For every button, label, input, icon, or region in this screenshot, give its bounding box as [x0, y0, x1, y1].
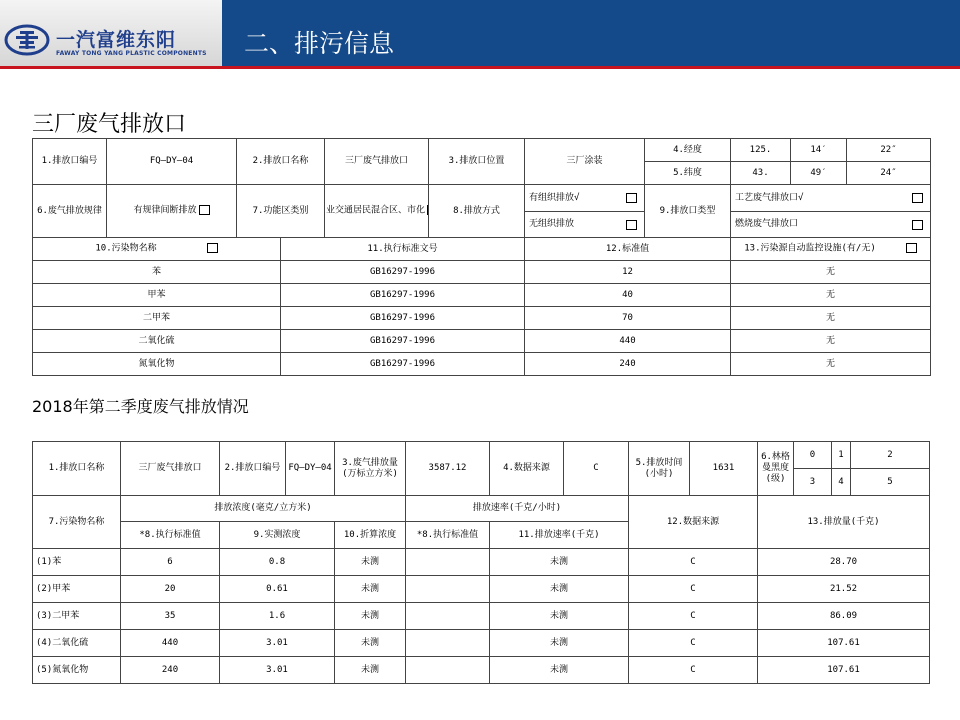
zone-value-text: 业交通居民混合区、市化: [326, 205, 426, 216]
outlet-no-value-2: FQ—DY—04: [286, 442, 335, 496]
conc-standard: 35: [121, 603, 220, 630]
monitor-header-text: 13.污染源自动监控设施(有/无): [744, 243, 876, 254]
data-source-header: 12.数据来源: [629, 496, 758, 549]
longitude-minute: 14′: [791, 139, 847, 162]
converted-conc: 未测: [335, 549, 406, 576]
rule-label: 6.废气排放规律: [33, 185, 107, 238]
data-source: C: [629, 657, 758, 684]
method-organized-checkbox[interactable]: [626, 193, 637, 203]
emission-amount: 107.61: [758, 630, 930, 657]
emission-rate: 未测: [490, 549, 629, 576]
emission-time-value: 1631: [690, 442, 758, 496]
monitor-value: 无: [731, 307, 931, 330]
zone-label: 7.功能区类别: [237, 185, 325, 238]
emission-rate: 未测: [490, 630, 629, 657]
method-organized: [525, 185, 645, 212]
pollutant-label-2: 7.污染物名称: [33, 496, 121, 549]
conc-standard: 20: [121, 576, 220, 603]
table-row: [33, 576, 930, 603]
logo-english-name: FAWAY TONG YANG PLASTIC COMPONENTS: [56, 50, 207, 57]
data-source-value: C: [564, 442, 629, 496]
measured-conc: 3.01: [220, 630, 335, 657]
table-row: [33, 284, 931, 307]
standard-no: GB16297-1996: [281, 261, 525, 284]
standard-no: GB16297-1996: [281, 330, 525, 353]
longitude-label: 4.经度: [645, 139, 731, 162]
table-row: [33, 549, 930, 576]
ringelmann-grade: 4: [832, 469, 851, 496]
pollutant-name: 甲苯: [33, 284, 281, 307]
table-row: [33, 657, 930, 684]
outlet-no-value: FQ—DY—04: [107, 139, 237, 185]
standard-value: 12: [525, 261, 731, 284]
type-process: [731, 185, 931, 212]
measured-conc: 3.01: [220, 657, 335, 684]
standard-value-header: 12.标准值: [525, 238, 731, 261]
type-combustion-text: 燃烧废气排放口: [735, 219, 799, 229]
type-process-checkbox[interactable]: [912, 193, 923, 203]
table-row: [33, 353, 931, 376]
zone-value: [325, 185, 429, 238]
emission-time-label: 5.排放时间(小时): [629, 442, 690, 496]
monitor-checkbox[interactable]: [906, 243, 917, 253]
outlet-info-table: [32, 138, 931, 376]
ringelmann-grade: 3: [794, 469, 832, 496]
outlet-name-value: 三厂废气排放口: [325, 139, 429, 185]
emission-rate: 未测: [490, 603, 629, 630]
converted-conc: 未测: [335, 630, 406, 657]
rate-standard: [406, 549, 490, 576]
standard-value: 440: [525, 330, 731, 353]
longitude-degree: 125.: [731, 139, 791, 162]
table-row: [33, 330, 931, 353]
standard-value: 240: [525, 353, 731, 376]
ringelmann-grade: 5: [851, 469, 930, 496]
pollutant-name: (2)甲苯: [33, 576, 121, 603]
standard-no: GB16297-1996: [281, 284, 525, 307]
rate-standard: [406, 576, 490, 603]
volume-label: 3.废气排放量(万标立方米): [335, 442, 406, 496]
emission-amount: 21.52: [758, 576, 930, 603]
page-title: 二、排污信息: [244, 29, 395, 58]
pollutant-name-checkbox[interactable]: [207, 243, 218, 253]
monitor-value: 无: [731, 284, 931, 307]
table-row: [33, 261, 931, 284]
pollutant-name: (5)氮氧化物: [33, 657, 121, 684]
title-bar: [222, 0, 960, 66]
conc-standard: 240: [121, 657, 220, 684]
pollutant-name-header-text: 10.污染物名称: [95, 243, 157, 254]
pollutant-name: (3)二甲苯: [33, 603, 121, 630]
latitude-minute: 49′: [791, 162, 847, 185]
rate-standard: [406, 630, 490, 657]
longitude-second: 22″: [847, 139, 931, 162]
type-combustion-checkbox[interactable]: [912, 220, 923, 230]
logo-chinese-name: 一汽富维东阳: [56, 29, 177, 51]
rate-group-header: 排放速率(千克/小时): [406, 496, 629, 522]
emission-rate: 未测: [490, 657, 629, 684]
emission-amount-header: 13.排放量(千克): [758, 496, 930, 549]
section2-title: 2018年第二季度废气排放情况: [32, 397, 249, 416]
slide-header: [0, 0, 960, 70]
pollutant-name: 二甲苯: [33, 307, 281, 330]
pollutant-name: 苯: [33, 261, 281, 284]
converted-conc-header: 10.折算浓度: [335, 522, 406, 549]
converted-conc: 未测: [335, 576, 406, 603]
standard-no: GB16297-1996: [281, 353, 525, 376]
type-combustion: [731, 212, 931, 238]
pollutant-name-header: [33, 238, 281, 261]
pollutant-name: 氮氧化物: [33, 353, 281, 376]
outlet-name-value-2: 三厂废气排放口: [121, 442, 220, 496]
ringelmann-grade: 0: [794, 442, 832, 469]
table-row: [33, 307, 931, 330]
converted-conc: 未测: [335, 657, 406, 684]
pollutant-name: (4)二氧化硫: [33, 630, 121, 657]
location-value: 三厂涂装: [525, 139, 645, 185]
rate-standard: [406, 657, 490, 684]
data-source: C: [629, 549, 758, 576]
header-divider: [0, 66, 960, 69]
conc-standard-header: *8.执行标准值: [121, 522, 220, 549]
monitor-value: 无: [731, 330, 931, 353]
standard-no-header: 11.执行标准文号: [281, 238, 525, 261]
monitor-header: [731, 238, 931, 261]
conc-standard: 6: [121, 549, 220, 576]
rule-value-text: 有规律间断排放: [133, 205, 197, 216]
outlet-no-label: 1.排放口编号: [33, 139, 107, 185]
location-label: 3.排放口位置: [429, 139, 525, 185]
quarterly-emission-table: [32, 441, 930, 684]
concentration-group-header: 排放浓度(毫克/立方米): [121, 496, 406, 522]
method-unorganized: [525, 212, 645, 238]
ringelmann-label: 6.林格曼黑度(级): [758, 442, 794, 496]
measured-conc: 0.8: [220, 549, 335, 576]
section1-title: 三厂废气排放口: [32, 112, 187, 137]
measured-conc: 0.61: [220, 576, 335, 603]
standard-value: 70: [525, 307, 731, 330]
outlet-name-label-2: 1.排放口名称: [33, 442, 121, 496]
method-unorganized-checkbox[interactable]: [626, 220, 637, 230]
rate-standard-header: *8.执行标准值: [406, 522, 490, 549]
method-organized-text: 有组织排放√: [529, 192, 580, 203]
latitude-degree: 43.: [731, 162, 791, 185]
conc-standard: 440: [121, 630, 220, 657]
emission-amount: 28.70: [758, 549, 930, 576]
measured-conc-header: 9.实测浓度: [220, 522, 335, 549]
type-process-text: 工艺废气排放口√: [735, 192, 804, 203]
table-row: [33, 603, 930, 630]
company-logo: [0, 0, 223, 66]
data-source: C: [629, 603, 758, 630]
standard-value: 40: [525, 284, 731, 307]
method-unorganized-text: 无组织排放: [529, 219, 575, 229]
data-source-label: 4.数据来源: [490, 442, 564, 496]
emission-amount: 107.61: [758, 657, 930, 684]
ringelmann-grade: 1: [832, 442, 851, 469]
pollutant-name: 二氧化硫: [33, 330, 281, 353]
emission-rate: 未测: [490, 576, 629, 603]
emission-amount: 86.09: [758, 603, 930, 630]
data-source: C: [629, 576, 758, 603]
latitude-label: 5.纬度: [645, 162, 731, 185]
emission-rate-header: 11.排放速率(千克): [490, 522, 629, 549]
measured-conc: 1.6: [220, 603, 335, 630]
standard-no: GB16297-1996: [281, 307, 525, 330]
latitude-second: 24″: [847, 162, 931, 185]
faw-emblem-icon: [4, 24, 50, 56]
rate-standard: [406, 603, 490, 630]
pollutant-name: (1)苯: [33, 549, 121, 576]
outlet-no-label-2: 2.排放口编号: [220, 442, 286, 496]
outlet-type-label: 9.排放口类型: [645, 185, 731, 238]
monitor-value: 无: [731, 261, 931, 284]
converted-conc: 未测: [335, 603, 406, 630]
data-source: C: [629, 630, 758, 657]
monitor-value: 无: [731, 353, 931, 376]
outlet-name-label: 2.排放口名称: [237, 139, 325, 185]
method-label: 8.排放方式: [429, 185, 525, 238]
volume-value: 3587.12: [406, 442, 490, 496]
rule-checkbox[interactable]: [199, 205, 210, 215]
table-row: [33, 630, 930, 657]
rule-value: [107, 185, 237, 238]
ringelmann-grade: 2: [851, 442, 930, 469]
